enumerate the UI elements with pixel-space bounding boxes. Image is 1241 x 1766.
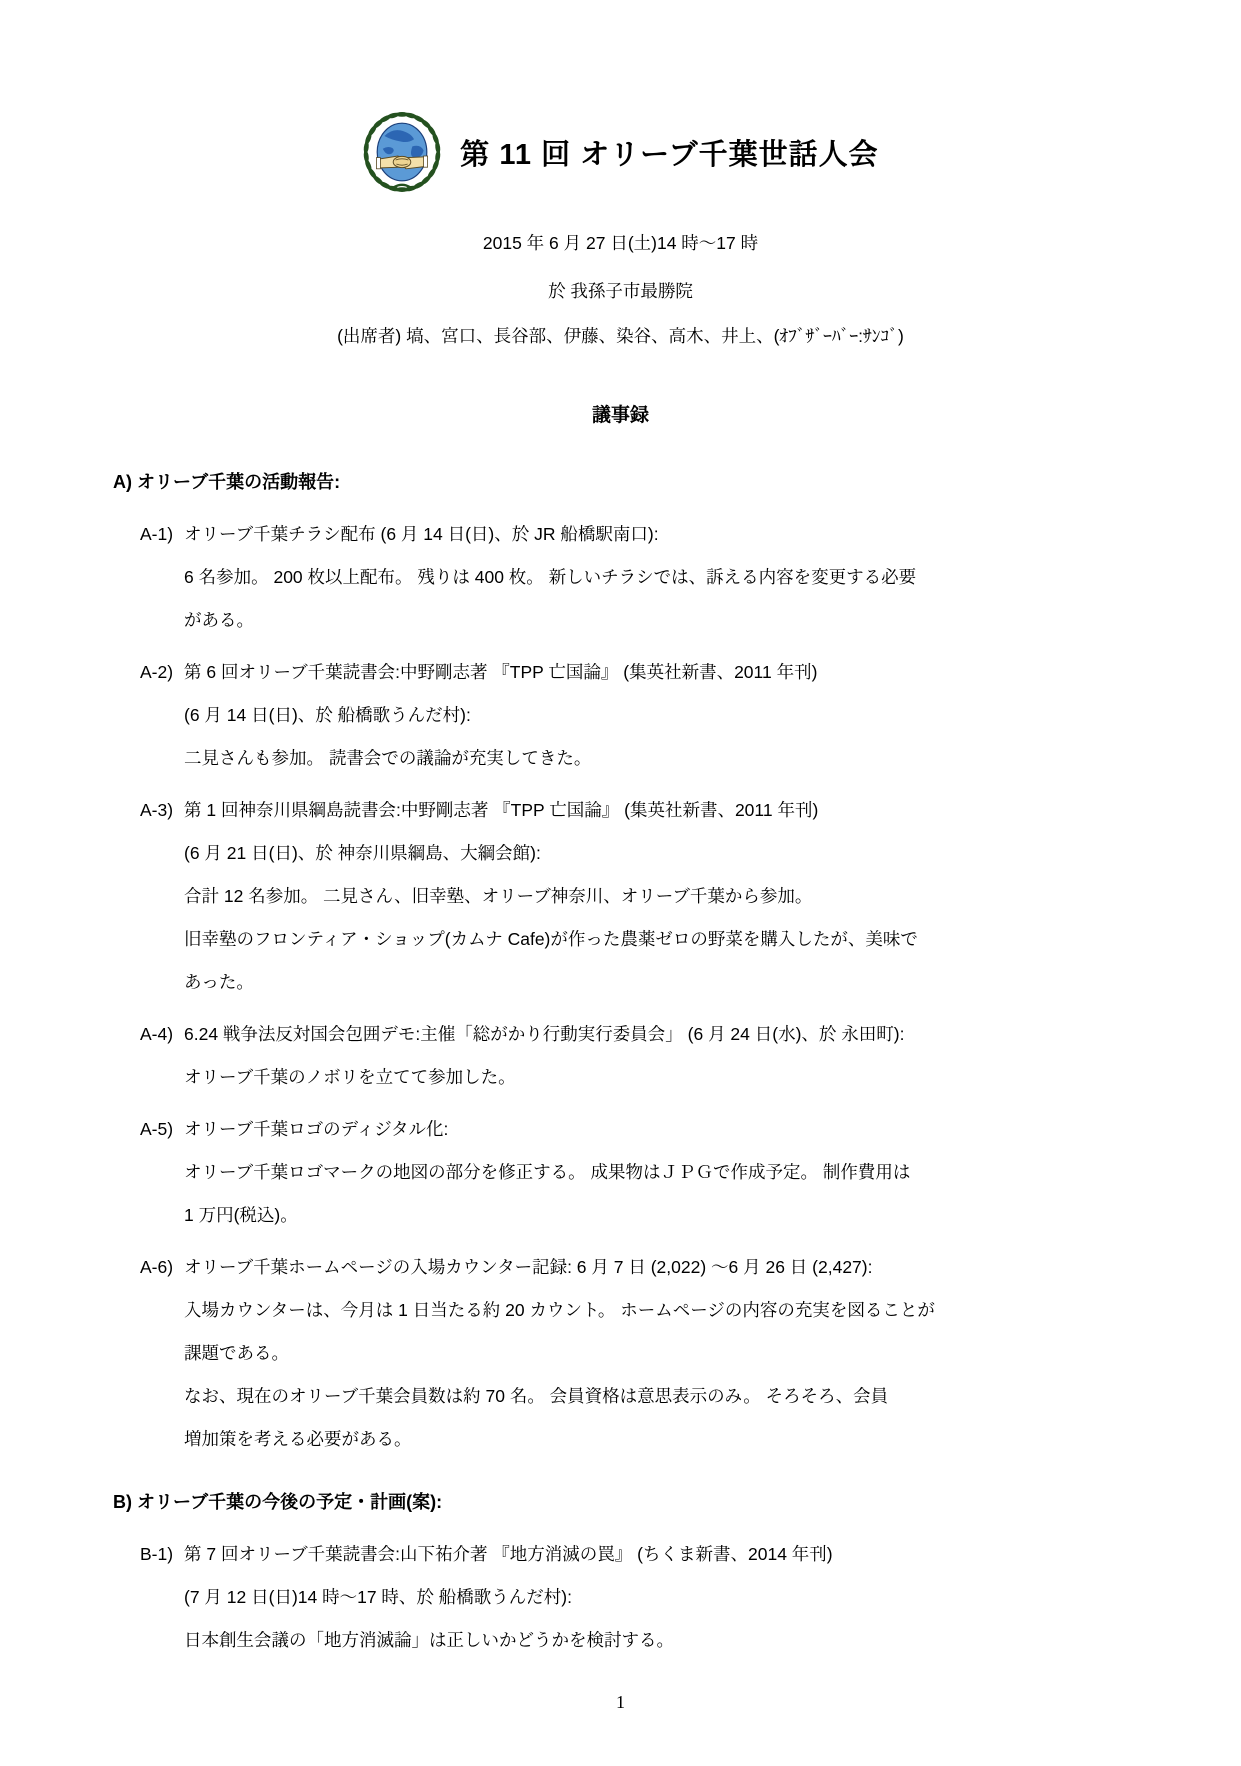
item-lines [184,1533,833,1662]
item-lines [184,513,916,642]
item-label: A-4) [140,1024,174,1044]
minutes-section [0,461,1241,1461]
item-line: オリーブ千葉ロゴのディジタル化: [184,1119,449,1139]
item-line: 1 万円(税込)。 [184,1205,298,1225]
minutes-section [0,1481,1241,1662]
item-line: がある。 [184,610,254,630]
item-label: A-5) [140,1119,174,1139]
attendees-list: (出席者) 塙、宮口、長谷部、伊藤、染谷、高木、井上、(ｵﾌﾞｻﾞｰﾊﾞｰ:ｻﾝｺﾞ) [337,326,904,346]
item-line: 入場カウンターは、今月は 1 日当たる約 20 カウント。 ホームページの内容の充実を図ることが [184,1300,935,1320]
minutes-heading: 議事録 [591,405,649,426]
item-line: 旧幸塾のフロンティア・ショップ(カムナ Cafe)が作った農薬ゼロの野菜を購入したが、美味で [184,929,918,949]
item-lines [184,1013,904,1099]
item-line: なお、現在のオリーブ千葉会員数は約 70 名。 会員資格は意思表示のみ。 そろそろ、会員 [184,1386,889,1406]
item-line: あった。 [184,972,254,992]
item-line: 第 6 回オリーブ千葉読書会:中野剛志著 『TPP 亡国論』 (集英社新書、2011 年刊) [184,662,818,682]
minutes-item [140,513,1241,642]
item-line: オリーブ千葉ロゴマークの地図の部分を修正する。 成果物はＪＰＧで作成予定。 制作費用は [184,1162,911,1182]
item-label: A-2) [140,662,174,682]
olive-wreath-handshake-globe-logo-icon [362,110,442,194]
item-line: 6.24 戦争法反対国会包囲デモ:主催「総がかり行動実行委員会」 (6 月 24 日(水)、於 永田町): [184,1024,905,1044]
minutes-item [140,1533,1241,1662]
meeting-date: 2015 年 6 月 27 日(土)14 時～17 時 [482,233,759,253]
item-line: オリーブ千葉ホームページの入場カウンター記録: 6 月 7 日 (2,022) ～6 月 26 日 (2,427): [184,1257,873,1277]
item-line: (6 月 14 日(日)、於 船橋歌うんだ村): [184,705,471,725]
item-lines [184,651,817,780]
item-lines [184,1246,935,1461]
item-label: A-1) [140,524,174,544]
item-lines [184,1108,910,1237]
page-title: 第 11 回 オリーブ千葉世話人会 [460,138,879,171]
item-line: (6 月 21 日(日)、於 神奈川県綱島、大綱会館): [184,843,541,863]
item-line: オリーブ千葉チラシ配布 (6 月 14 日(日)、於 JR 船橋駅南口): [184,524,659,544]
item-lines [184,789,918,1004]
item-line: 6 名参加。 200 枚以上配布。 残りは 400 枚。 新しいチラシでは、訴える内容を変更する必要 [184,567,917,587]
minutes-item [140,789,1241,1004]
item-line: 合計 12 名参加。 二見さん、旧幸塾、オリーブ神奈川、オリーブ千葉から参加。 [184,886,813,906]
minutes-item [140,651,1241,780]
item-line: オリーブ千葉のノボリを立てて参加した。 [184,1067,516,1087]
minutes-item [140,1108,1241,1237]
item-label: A-6) [140,1257,174,1277]
item-line: 二見さんも参加。 読書会での議論が充実してきた。 [184,748,592,768]
section-heading: A) オリーブ千葉の活動報告: [113,472,341,492]
item-label: B-1) [140,1544,174,1564]
minutes-item [140,1246,1241,1461]
page-number: 1 [616,1692,625,1712]
item-line: 増加策を考える必要がある。 [184,1429,412,1449]
sections [0,461,1241,1662]
item-line: 日本創生会議の「地方消滅論」は正しいかどうかを検討する。 [184,1630,674,1650]
item-label: A-3) [140,800,174,820]
item-line: (7 月 12 日(日)14 時～17 時、於 船橋歌うんだ村): [184,1587,572,1607]
document-header [0,0,1241,194]
item-line: 第 1 回神奈川県綱島読書会:中野剛志著 『TPP 亡国論』 (集英社新書、2011 年刊) [184,800,819,820]
section-heading: B) オリーブ千葉の今後の予定・計画(案): [113,1492,443,1512]
item-line: 課題である。 [184,1343,289,1363]
item-line: 第 7 回オリーブ千葉読書会:山下祐介著 『地方消滅の罠』 (ちくま新書、2014 年刊) [184,1544,833,1564]
minutes-item [140,1013,1241,1099]
meeting-venue: 於 我孫子市最勝院 [548,281,693,301]
